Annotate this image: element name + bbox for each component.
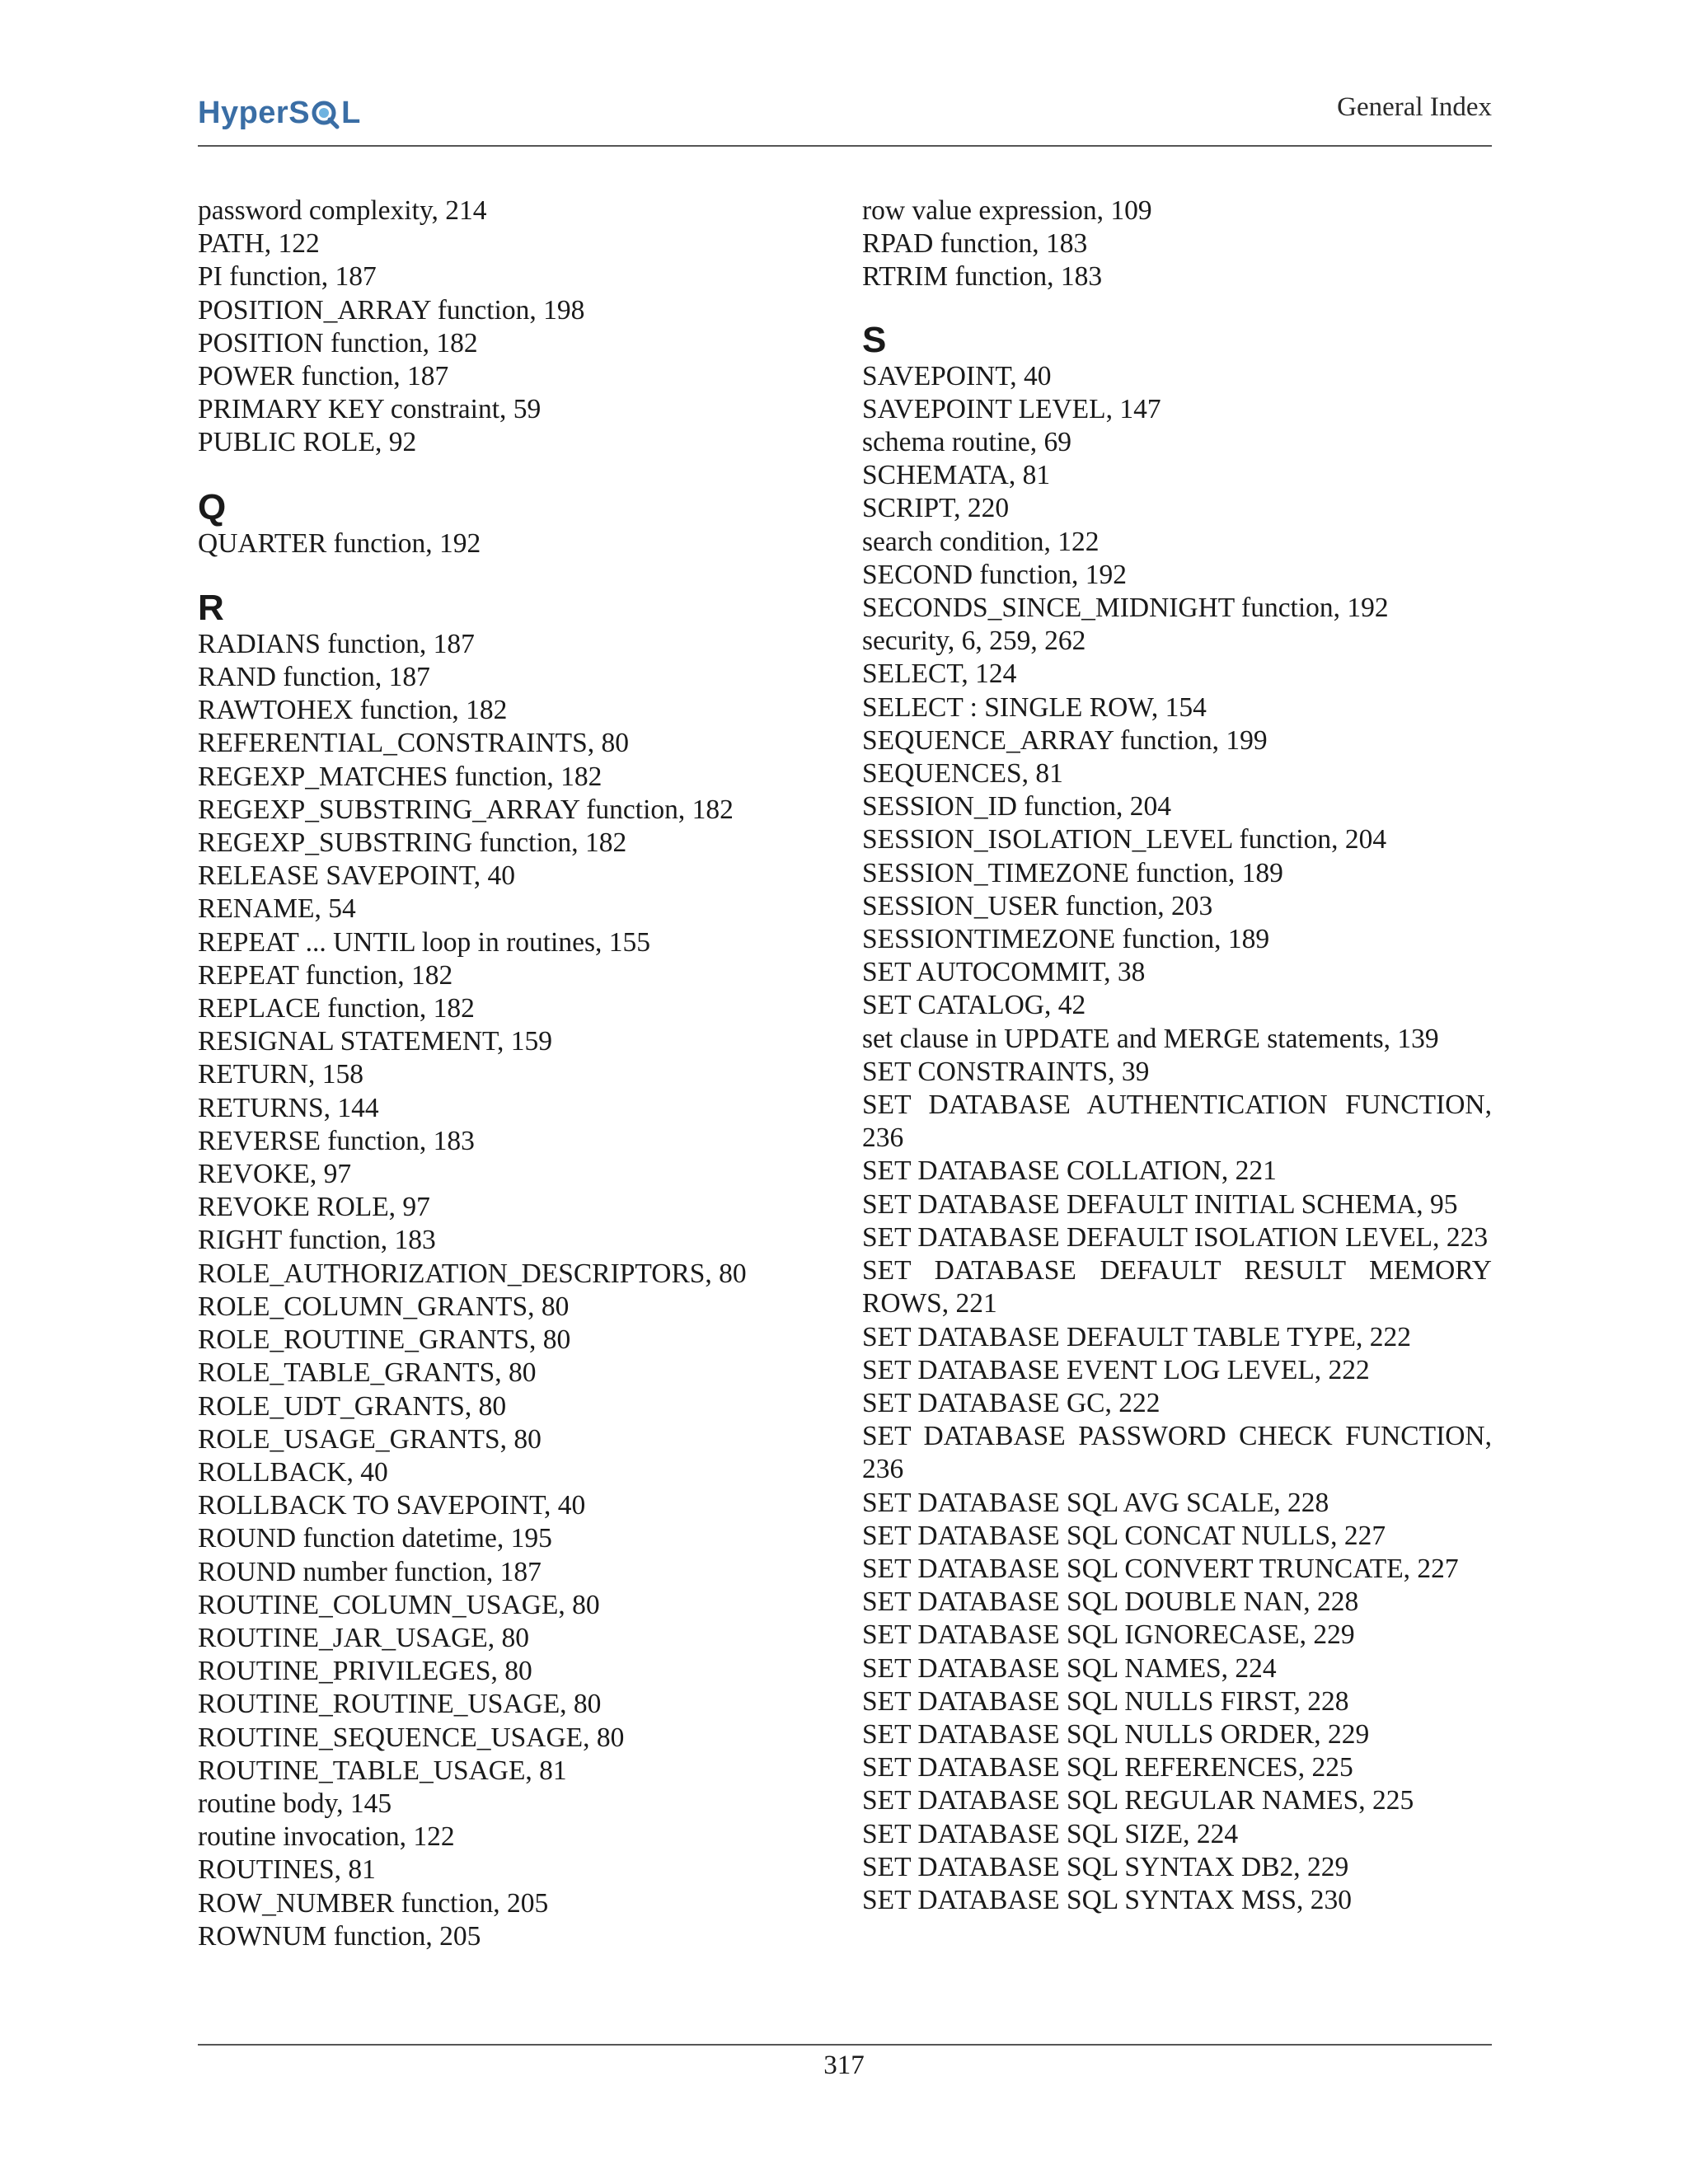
hypersql-logo	[198, 96, 361, 131]
index-entry: SET DATABASE EVENT LOG LEVEL, 222	[862, 1354, 1370, 1385]
index-entry: ROLLBACK TO SAVEPOINT, 40	[198, 1490, 586, 1521]
index-letter-s: S	[862, 319, 887, 360]
index-entry: SCHEMATA, 81	[862, 460, 1051, 491]
index-entry: SEQUENCES, 81	[862, 758, 1063, 790]
index-entry: PUBLIC ROLE, 92	[198, 427, 417, 458]
index-entry: ROUTINE_COLUMN_USAGE, 80	[198, 1589, 600, 1620]
index-entry: PI function, 187	[198, 261, 377, 293]
index-group-s	[862, 360, 1492, 1918]
index-entry: ROLE_COLUMN_GRANTS, 80	[198, 1291, 570, 1322]
index-entry: SELECT : SINGLE ROW, 154	[862, 691, 1207, 723]
index-entry: SCRIPT, 220	[862, 493, 1010, 524]
index-entry: RAND function, 187	[198, 662, 430, 693]
logo-q-magnifier-icon	[312, 100, 340, 128]
index-entry: SESSION_ISOLATION_LEVEL function, 204	[862, 824, 1387, 855]
logo-text-right: L	[341, 96, 361, 130]
index-entry: SET DATABASE SQL DOUBLE NAN, 228	[862, 1586, 1359, 1618]
index-entry: ROUTINES, 81	[198, 1854, 376, 1886]
index-entry: ROWNUM function, 205	[198, 1920, 481, 1952]
index-entry: ROUND number function, 187	[198, 1556, 542, 1587]
index-entry: SECONDS_SINCE_MIDNIGHT function, 192	[862, 593, 1389, 624]
index-letter-r: R	[198, 587, 224, 628]
index-entry: ROUTINE_JAR_USAGE, 80	[198, 1622, 529, 1653]
index-entry: SET DATABASE SQL CONCAT NULLS, 227	[862, 1520, 1386, 1551]
header-divider	[198, 145, 1492, 147]
page-number: 317	[823, 2050, 865, 2080]
index-entry: RTRIM function, 183	[862, 261, 1103, 293]
index-entry: SET DATABASE SQL AVG SCALE, 228	[862, 1487, 1329, 1518]
index-entry: REVOKE, 97	[198, 1159, 352, 1190]
index-entry: SELECT, 124	[862, 658, 1017, 690]
index-entry: SET CATALOG, 42	[862, 990, 1086, 1021]
index-entry: SET DATABASE PASSWORD CHECK FUNCTION, 236	[862, 1421, 1492, 1485]
index-entry: SET DATABASE SQL REGULAR NAMES, 225	[862, 1785, 1414, 1816]
index-entry: SET DATABASE SQL NULLS FIRST, 228	[862, 1685, 1349, 1717]
index-entry: SET DATABASE AUTHENTICATION FUNCTION, 236	[862, 1090, 1492, 1154]
index-entry: POSITION_ARRAY function, 198	[198, 294, 585, 326]
index-entry: SET DATABASE COLLATION, 221	[862, 1155, 1277, 1187]
index-entry: SESSION_ID function, 204	[862, 791, 1172, 823]
index-entry: SAVEPOINT LEVEL, 147	[862, 393, 1161, 424]
index-entry: REGEXP_SUBSTRING function, 182	[198, 827, 627, 859]
logo-text-left: HyperS	[198, 96, 311, 130]
index-entry: RAWTOHEX function, 182	[198, 695, 508, 726]
index-entry: ROLE_UDT_GRANTS, 80	[198, 1390, 507, 1422]
index-entry: ROLE_ROUTINE_GRANTS, 80	[198, 1324, 571, 1356]
index-entry: SET DATABASE SQL SYNTAX DB2, 229	[862, 1851, 1349, 1882]
index-entry: SESSION_USER function, 203	[862, 890, 1213, 921]
index-entry: SET DATABASE DEFAULT TABLE TYPE, 222	[862, 1321, 1411, 1352]
index-entry: QUARTER function, 192	[198, 527, 481, 559]
index-group-r	[198, 628, 824, 1953]
index-group-r-continued	[862, 194, 1492, 294]
index-group-p	[198, 194, 824, 460]
index-entry: row value expression, 109	[862, 195, 1152, 226]
index-entry: SET DATABASE DEFAULT INITIAL SCHEMA, 95	[862, 1188, 1458, 1220]
index-entry: RENAME, 54	[198, 893, 356, 925]
index-entry: search condition, 122	[862, 526, 1100, 557]
index-entry: RIGHT function, 183	[198, 1225, 436, 1256]
index-entry: RETURN, 158	[198, 1059, 363, 1090]
index-entry: schema routine, 69	[862, 427, 1071, 458]
index-entry: ROW_NUMBER function, 205	[198, 1887, 549, 1919]
footer-divider	[198, 2044, 1492, 2046]
index-column-right	[862, 194, 1492, 1917]
index-entry: PATH, 122	[198, 228, 320, 260]
index-entry: SESSIONTIMEZONE function, 189	[862, 924, 1270, 955]
index-column-left	[198, 194, 824, 1953]
index-entry: PRIMARY KEY constraint, 59	[198, 394, 542, 425]
index-entry: REGEXP_MATCHES function, 182	[198, 761, 603, 792]
index-entry: SET DATABASE SQL REFERENCES, 225	[862, 1752, 1353, 1783]
index-entry: REVERSE function, 183	[198, 1125, 475, 1156]
index-entry: RESIGNAL STATEMENT, 159	[198, 1026, 553, 1057]
index-entry: SET CONSTRAINTS, 39	[862, 1056, 1150, 1087]
index-entry: SET DATABASE SQL SYNTAX MSS, 230	[862, 1884, 1353, 1915]
index-entry: SET DATABASE SQL SIZE, 224	[862, 1818, 1239, 1849]
index-entry: ROUTINE_PRIVILEGES, 80	[198, 1656, 532, 1687]
index-entry: SET DATABASE SQL CONVERT TRUNCATE, 227	[862, 1553, 1459, 1584]
index-entry: RPAD function, 183	[862, 228, 1088, 260]
index-entry: routine body, 145	[198, 1788, 392, 1819]
index-entry: REPEAT function, 182	[198, 959, 453, 991]
index-entry: SAVEPOINT, 40	[862, 360, 1052, 391]
page-header	[198, 92, 1492, 148]
index-entry: ROLE_AUTHORIZATION_DESCRIPTORS, 80	[198, 1258, 747, 1289]
index-entry: RADIANS function, 187	[198, 628, 475, 659]
index-entry: routine invocation, 122	[198, 1821, 455, 1853]
index-entry: ROLE_TABLE_GRANTS, 80	[198, 1357, 537, 1389]
index-entry: SET DATABASE GC, 222	[862, 1387, 1160, 1418]
index-entry: SET DATABASE SQL NULLS ORDER, 229	[862, 1718, 1370, 1750]
index-entry: RETURNS, 144	[198, 1092, 379, 1123]
index-entry: password complexity, 214	[198, 195, 487, 226]
index-entry: SET DATABASE DEFAULT ISOLATION LEVEL, 223	[862, 1221, 1489, 1253]
index-entry: REFERENTIAL_CONSTRAINTS, 80	[198, 728, 629, 759]
index-entry: SESSION_TIMEZONE function, 189	[862, 857, 1283, 888]
index-entry: ROUND function datetime, 195	[198, 1523, 552, 1554]
index-entry: POSITION function, 182	[198, 327, 478, 359]
index-entry: REPLACE function, 182	[198, 993, 475, 1024]
index-group-q	[198, 527, 824, 560]
index-entry: ROUTINE_ROUTINE_USAGE, 80	[198, 1689, 602, 1720]
running-header-title: General Index	[1337, 92, 1492, 122]
index-entry: SECOND function, 192	[862, 559, 1128, 590]
index-entry: SET DATABASE SQL IGNORECASE, 229	[862, 1619, 1355, 1651]
index-letter-q: Q	[198, 486, 227, 527]
index-entry: SET DATABASE SQL NAMES, 224	[862, 1652, 1277, 1684]
index-entry: REPEAT ... UNTIL loop in routines, 155	[198, 926, 651, 958]
index-entry: ROUTINE_SEQUENCE_USAGE, 80	[198, 1722, 625, 1753]
index-entry: security, 6, 259, 262	[862, 626, 1086, 657]
index-entry: SET AUTOCOMMIT, 38	[862, 957, 1146, 988]
index-entry: set clause in UPDATE and MERGE statements, 139	[862, 1023, 1439, 1054]
index-entry: REGEXP_SUBSTRING_ARRAY function, 182	[198, 794, 734, 825]
index-entry: REVOKE ROLE, 97	[198, 1192, 430, 1223]
index-entry: ROLLBACK, 40	[198, 1456, 388, 1488]
index-entry: ROUTINE_TABLE_USAGE, 81	[198, 1755, 567, 1786]
index-entry: POWER function, 187	[198, 361, 449, 392]
index-entry: ROLE_USAGE_GRANTS, 80	[198, 1423, 542, 1455]
index-entry: SET DATABASE DEFAULT RESULT MEMORY ROWS, 221	[862, 1255, 1492, 1319]
index-entry: SEQUENCE_ARRAY function, 199	[862, 724, 1268, 756]
index-entry: RELEASE SAVEPOINT, 40	[198, 860, 515, 892]
